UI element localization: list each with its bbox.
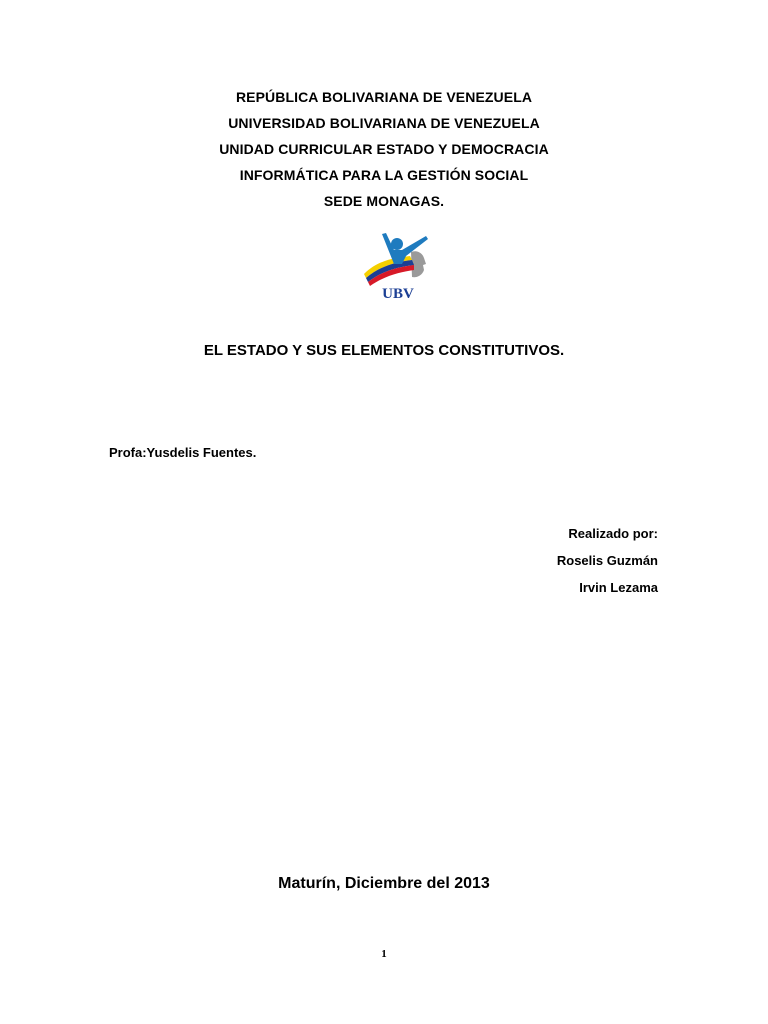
header-line-program: INFORMÁTICA PARA LA GESTIÓN SOCIAL — [239, 167, 529, 183]
authors-block — [557, 520, 658, 601]
document-title: EL ESTADO Y SUS ELEMENTOS CONSTITUTIVOS. — [203, 342, 565, 359]
author-name: Roselis Guzmán — [556, 553, 658, 568]
ubv-logo — [356, 230, 440, 302]
institution-header — [0, 84, 768, 214]
professor-name: Profa:Yusdelis Fuentes. — [109, 445, 257, 460]
authors-label: Realizado por: — [568, 526, 658, 541]
place-and-date: Maturín, Diciembre del 2013 — [278, 875, 490, 892]
author-name: Irvin Lezama — [579, 580, 658, 595]
header-line-republic: REPÚBLICA BOLIVARIANA DE VENEZUELA — [235, 89, 533, 105]
header-line-campus: SEDE MONAGAS. — [323, 193, 445, 209]
header-line-university: UNIVERSIDAD BOLIVARIANA DE VENEZUELA — [228, 115, 540, 131]
logo-text: UBV — [382, 286, 414, 302]
header-line-curricular-unit: UNIDAD CURRICULAR ESTADO Y DEMOCRACIA — [219, 141, 549, 157]
page-number: 1 — [381, 948, 387, 960]
